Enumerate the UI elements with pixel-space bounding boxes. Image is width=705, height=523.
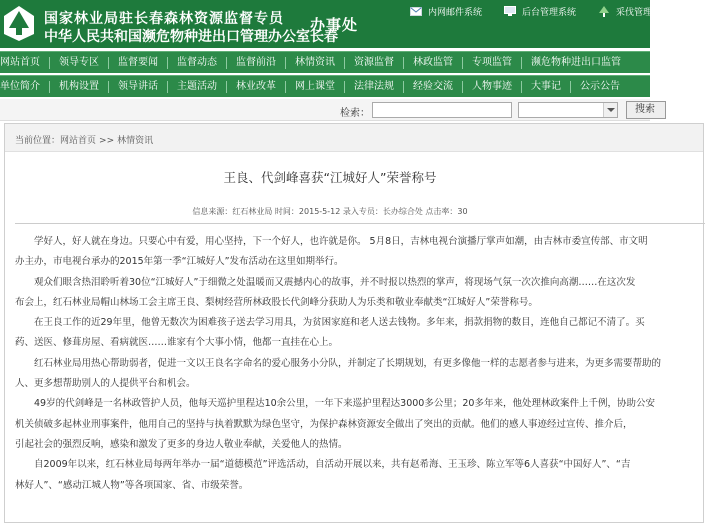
nav-online-class[interactable]: 网上课堂 [295,81,335,92]
site-header [0,0,671,48]
paragraph-line: 人、更多想帮助别人的人提供平台和机会。 [15,378,196,390]
article-paragraph [15,313,705,354]
nav-supervision-news[interactable]: 监督要闻 [118,57,158,68]
top-links [410,4,692,18]
nav-organization[interactable]: 机构设置 [59,81,99,92]
search-category-select[interactable] [518,102,618,118]
top-link-admin[interactable] [504,4,576,18]
article-paragraph [15,273,705,314]
nav-endangered-species[interactable]: 濒危物种进出口监管 [531,57,621,68]
breadcrumb-forest-info[interactable]: 林情资讯 [117,136,154,146]
paragraph-line: 林好人”、“感动江城人物”等各项国家、省、市级荣誉。 [15,479,249,491]
paragraph-line: 引起社会的强烈反响，感染和激发了更多的身边人敬业奉献，关爱他人的热情。 [15,438,348,450]
paragraph-line: 自2009年以来，红石林业局每两年举办一届“道德模范”评选活动，自活动开展以来，共有赵希海、王玉珍、陈立军等6人喜获“中国好人”、“吉 [15,459,631,471]
article-divider [15,223,705,224]
breadcrumb-separator: >> [99,136,115,146]
content-frame [4,123,704,523]
nav-leaders[interactable]: 领导专区 [59,57,99,68]
site-title-line2: 中华人民共和国濒危物种进出口管理办公室长春 [44,29,338,45]
chevron-down-icon [603,103,617,117]
article-paragraph [15,455,705,496]
breadcrumb-home[interactable]: 网站首页 [60,136,97,146]
article-paragraph [15,394,705,455]
top-link-logging-label: 采伐管理系统 [616,7,671,18]
nav-supervision-frontier[interactable]: 监督前沿 [236,57,276,68]
search-input[interactable] [372,102,512,118]
forestry-logo-icon [2,4,36,42]
nav-about[interactable]: 单位简介 [0,81,40,92]
nav-home[interactable]: 网站首页 [0,57,40,68]
site-title-suffix: 办事处 [310,16,359,34]
paragraph-line: 药、送医、修葺房屋、看病就医……谁家有个大事小情，他都一直挂在心上。 [15,337,339,349]
nav-announcements[interactable]: 公示公告 [580,81,620,92]
nav-people[interactable]: 人物事迹 [472,81,512,92]
nav-special-supervision[interactable]: 专项监管 [472,57,512,68]
paragraph-line: 学好人，好人就在身边。只要心中有爱，用心坚持，下一个好人，也许就是你。 5月8日，吉林电视台演播厅掌声如潮，由吉林市委宣传部、市文明 [15,236,648,247]
main-nav-row2 [0,75,650,97]
nav-experience[interactable]: 经验交流 [413,81,453,92]
nav-reform[interactable]: 林业改革 [236,81,276,92]
mail-icon [410,7,422,16]
paragraph-line: 观众们眼含热泪聆听着30位“江城好人”于细微之处温暖而又震撼内心的故事，并不时报以热烈的掌声，将现场气氛一次次推向高潮……在这次发 [15,276,636,288]
nav-activities[interactable]: 主题活动 [177,81,217,92]
nav-resource-supervision[interactable]: 资源监督 [354,57,394,68]
paragraph-line: 红石林业局用热心帮助弱者，促进一文以王良名字命名的爱心服务小分队，并制定了长期规划，有更多像他一样的志愿者参与进来，为更多需要帮助的 [15,357,662,369]
article-paragraph [15,232,705,273]
paragraph-line: 办主办，市电视台承办的2015年第一季“江城好人”发布活动在这里如期举行。 [15,256,344,268]
article-paragraph [15,354,705,395]
nav-forest-info[interactable]: 林情资讯 [295,57,335,68]
tree-icon [598,6,610,17]
search-bar [0,99,655,121]
paragraph-line: 在王良工作的近29年里，他曾无数次为困难孩子送去学习用具，为贫困家庭和老人送去钱物。多年来，捐款捐物的数目，连他自己都记不清了。买 [15,317,645,329]
top-link-mail[interactable] [410,4,482,18]
site-title-line1: 国家林业局驻长春森林资源监督专员 [44,11,284,27]
breadcrumb [15,133,153,146]
paragraph-line: 布会上，红石林业局帽山林场工会主席王良、梨树经营所林政股长代剑峰分获助人为乐类和敬业奉献类“江城好人”荣誉称号。 [15,296,538,308]
breadcrumb-prefix: 当前位置： [15,136,61,146]
paragraph-line: 机关侦破多起林业刑事案件，他用自己的坚持与执着默默为绿色坚守，为保护森林资源安全做出了突出的贡献。他们的感人事迹经过宣传、推介后， [15,418,633,430]
article-meta: 信息来源：红石林业局 时间：2015-5-12 录入专员：长办综合处 点击率：30 [192,207,468,216]
article-title: 王良、代剑峰喜获“江城好人”荣誉称号 [223,170,437,185]
breadcrumb-bar [5,124,703,152]
monitor-icon [504,6,516,16]
top-link-admin-label: 后台管理系统 [522,7,577,18]
search-label: 检索： [340,108,370,119]
top-link-mail-label: 内网邮件系统 [428,7,483,18]
main-nav-row1 [0,51,650,73]
paragraph-line: 49岁的代剑峰是一名林政管护人员，他每天巡护里程达10余公里，一年下来巡护里程达3000多公里；20多年来，他处理林政案件上千例，协助公安 [15,398,655,410]
nav-events[interactable]: 大事记 [531,81,561,92]
nav-supervision-trends[interactable]: 监督动态 [177,57,217,68]
nav-laws[interactable]: 法律法规 [354,81,394,92]
nav-speeches[interactable]: 领导讲话 [118,81,158,92]
search-button[interactable]: 搜索 [626,101,666,119]
article-body [15,232,705,496]
nav-forest-admin[interactable]: 林政监管 [413,57,453,68]
top-link-logging[interactable] [598,4,670,18]
